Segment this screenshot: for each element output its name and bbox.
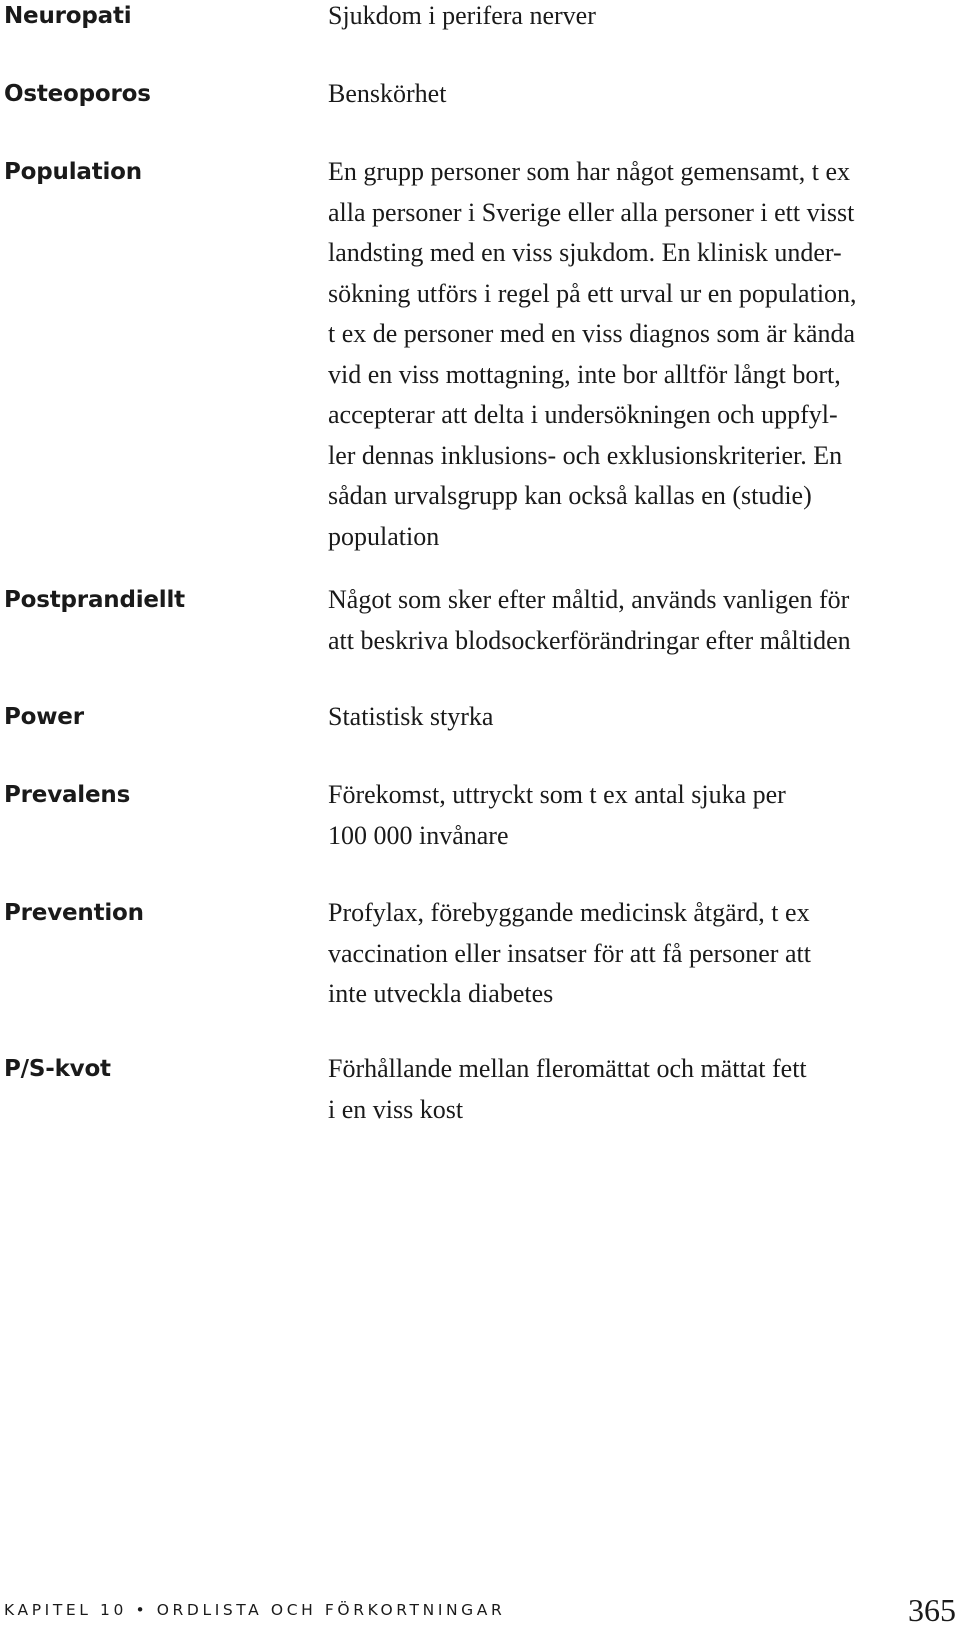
definition-line: ler dennas inklusions- och exklusionskriterier. En [328,440,843,470]
chapter-label: KAPITEL 10 • ORDLISTA OCH FÖRKORTNINGAR [4,1601,506,1619]
glossary-definition [328,1049,948,1130]
glossary-term: Population [4,159,142,185]
glossary-term: Osteoporos [4,81,151,107]
definition-line: Sjukdom i perifera nerver [328,1,596,30]
definition-line: vaccination eller insatser för att få personer att [328,938,811,968]
definition-line: t ex de personer med en viss diagnos som är kända [328,319,856,348]
glossary-definition [328,74,948,115]
definition-line: vid en viss mottagning, inte bor alltför långt bort, [328,359,841,389]
glossary-definition [328,697,948,738]
definition-line: accepterar att delta i undersökningen och uppfyl- [328,400,838,429]
page-number: 365 [908,1592,956,1628]
definition-line: sådan urvalsgrupp kan också kallas en (studie) [328,481,812,510]
definition-line: inte utveckla diabetes [328,979,554,1008]
glossary-term: Prevalens [4,782,131,808]
definition-line: landsting med en viss sjukdom. En klinisk under- [328,238,842,267]
definition-line: Förhållande mellan fleromättat och mättat fett [328,1054,807,1083]
definition-line: Benskörhet [328,79,447,108]
glossary-term: Prevention [4,900,144,926]
definition-line: att beskriva blodsockerförändringar efter måltiden [328,625,851,655]
definition-line: Statistisk styrka [328,702,494,731]
definition-line: Något som sker efter måltid, används vanligen för [328,585,850,614]
page-footer [0,1592,960,1632]
definition-line: population [328,521,440,551]
definition-line: i en viss kost [328,1094,464,1124]
definition-line: Profylax, förebyggande medicinsk åtgärd, t ex [328,898,810,927]
glossary-term: P/S-kvot [4,1056,111,1082]
definition-line: alla personer i Sverige eller alla personer i ett visst [328,197,855,227]
glossary-definition [328,775,948,856]
glossary-definition [328,580,948,661]
definition-line: Förekomst, uttryckt som t ex antal sjuka per [328,780,786,809]
glossary-definition [328,0,948,37]
definition-line: 100 000 invånare [328,820,509,850]
glossary-term: Power [4,704,84,730]
glossary-term: Neuropati [4,3,132,29]
glossary-definition [328,152,948,557]
definition-line: En grupp personer som har något gemensamt, t ex [328,157,851,186]
glossary-term: Postprandiellt [4,587,185,613]
glossary-definition [328,893,948,1015]
definition-line: sökning utförs i regel på ett urval ur en population, [328,278,857,308]
